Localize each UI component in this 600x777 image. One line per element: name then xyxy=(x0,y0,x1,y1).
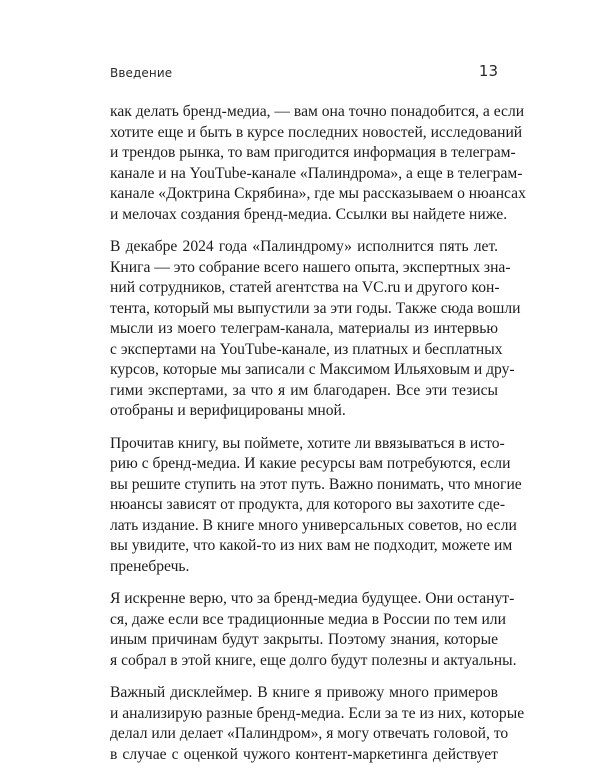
text-line: Важный дисклеймер. В книге я привожу много примеров xyxy=(110,684,498,701)
text-line: В декабре 2024 года «Палиндрому» исполнится пять лет. xyxy=(110,238,498,255)
text-line: курсов, которые мы записали с Максимом Ильяховым и дру- xyxy=(110,361,515,378)
text-line: ся, даже если все традиционные медиа в России по тем или xyxy=(110,610,506,628)
text-line: канале «Доктрина Скрябина», где мы рассказываем о нюансах xyxy=(110,185,526,202)
text-line: вы увидите, что какой-то из них вам не подходит, можете им xyxy=(110,537,513,554)
text-line: и анализирую разные бренд-медиа. Если за те из них, которые xyxy=(110,704,525,722)
body-text xyxy=(110,102,526,777)
paragraph xyxy=(110,434,522,578)
text-line: рию с бренд-медиа. И какие ресурсы вам потребуются, если xyxy=(110,455,511,472)
text-line: с экспертами на YouTube-канале, из платных и бесплатных xyxy=(110,340,503,358)
paragraph xyxy=(110,589,517,671)
text-line: канале и на YouTube-канале «Палиндрома», а еще в телеграм- xyxy=(110,164,523,182)
text-line: нюансы зависят от продукта, для которого вы захотите сде- xyxy=(110,496,506,513)
text-line: вы решите ступить на этот путь. Важно понимать, что многие xyxy=(110,475,522,493)
paragraph xyxy=(110,102,526,225)
text-line: в случае с оценкой чужого контент-маркетинга действует xyxy=(110,745,498,763)
text-line: лать издание. В книге много универсальных советов, но если xyxy=(110,516,517,534)
text-line: гими экспертами, за что я им благодарен. Все эти тезисы xyxy=(110,381,498,399)
paragraph xyxy=(110,683,525,765)
text-line: как делать бренд-медиа, — вам она точно понадобится, а если xyxy=(110,103,525,120)
text-line: мысли из моего телеграм-канала, материалы из интервью xyxy=(110,320,498,337)
page-number: 13 xyxy=(478,62,498,80)
text-line: Книга — это собрание всего нашего опыта, экспертных зна- xyxy=(110,258,511,276)
text-line: Я искренне верю, что за бренд-медиа будущее. Они останут- xyxy=(110,590,515,607)
text-line: я собрал в этой книге, еще долго будут полезны и актуальны. xyxy=(110,651,517,669)
text-line: ний сотрудников, статей агентства на VC.ru и другого кон- xyxy=(110,279,500,296)
paragraph xyxy=(110,237,521,422)
text-line: хотите еще и быть в курсе последних новостей, исследований xyxy=(110,123,523,141)
text-line: тента, который мы выпустили за эти годы. Также сюда вошли xyxy=(110,299,521,317)
text-line: Прочитав книгу, вы поймете, хотите ли ввязываться в исто- xyxy=(110,434,505,452)
text-line: иным причинам будут закрыты. Поэтому знания, которые xyxy=(110,631,498,648)
text-line: и трендов рынка, то вам пригодится информация в телеграм- xyxy=(110,144,516,161)
text-line: и мелочах создания бренд-медиа. Ссылки вы найдете ниже. xyxy=(110,205,508,223)
text-line: делал или делает «Палиндром», я могу отвечать головой, то xyxy=(110,725,509,742)
text-line: пренебречь. xyxy=(110,557,190,575)
text-line: отобраны и верифицированы мной. xyxy=(110,402,346,419)
running-head: Введение xyxy=(110,66,173,80)
